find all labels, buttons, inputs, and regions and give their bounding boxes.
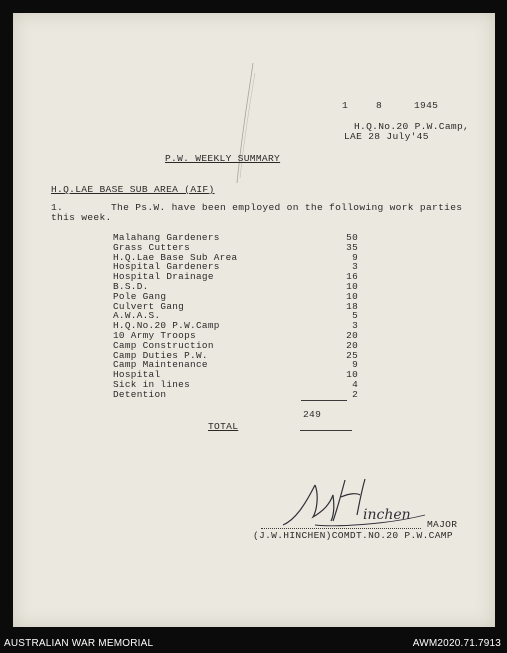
work-party-label: H.Q.No.20 P.W.Camp <box>113 320 220 332</box>
work-party-label: Hospital Gardeners <box>113 261 220 273</box>
total-label: TOTAL <box>208 421 239 432</box>
work-party-label: Hospital Drainage <box>113 271 214 283</box>
pencil-mark <box>223 63 263 183</box>
work-party-qty: 9 <box>352 359 358 371</box>
paragraph-line-2: this week. <box>51 212 112 223</box>
work-party-label: Camp Maintenance <box>113 359 208 371</box>
signature-dotted-line <box>261 528 421 529</box>
stamp-day: 1 <box>342 100 349 111</box>
work-party-qty: 18 <box>346 300 358 312</box>
paragraph-number: 1. <box>51 202 64 213</box>
work-party-label: A.W.A.S. <box>113 310 161 322</box>
origin-line-1: H.Q.No.20 P.W.Camp, <box>354 121 470 132</box>
work-party-qty: 35 <box>346 241 358 253</box>
work-party-qty: 10 <box>346 281 358 292</box>
work-party-label: Hospital <box>113 369 161 381</box>
total-rule <box>300 430 352 431</box>
signatory-name: (J.W.HINCHEN)COMDT.NO.20 P.W.CAMP <box>253 530 453 541</box>
paragraph-line-1: The Ps.W. have been employed on the following work parties <box>111 202 463 213</box>
work-party-qty: 5 <box>352 310 358 322</box>
origin-line-2: LAE 28 July'45 <box>344 131 429 142</box>
document-page <box>13 13 495 627</box>
work-party-label: H.Q.Lae Base Sub Area <box>113 251 238 263</box>
work-party-qty: 4 <box>352 379 358 390</box>
work-party-qty: 10 <box>346 290 358 302</box>
work-party-label: 10 Army Troops <box>113 330 196 341</box>
total-value: 249 <box>303 409 322 420</box>
work-party-label: Grass Cutters <box>113 241 191 253</box>
work-party-qty: 9 <box>352 251 358 263</box>
work-party-row <box>113 272 358 282</box>
work-party-label: Detention <box>113 388 167 400</box>
work-party-label: Camp Duties P.W. <box>113 349 208 361</box>
work-party-qty: 16 <box>346 271 358 283</box>
section-heading: H.Q.LAE BASE SUB AREA (AIF) <box>51 184 215 195</box>
work-party-qty: 3 <box>352 261 358 273</box>
work-party-qty: 20 <box>346 330 358 341</box>
page-title: P.W. WEEKLY SUMMARY <box>165 153 281 164</box>
work-party-qty: 3 <box>352 320 358 332</box>
signatory-rank: MAJOR <box>427 519 458 530</box>
handwritten-signature <box>275 475 435 533</box>
footer-accession: AWM2020.71.7913 <box>412 638 501 649</box>
work-party-label: Camp Construction <box>113 339 214 351</box>
work-party-qty: 25 <box>346 349 358 361</box>
work-party-label: Sick in lines <box>113 379 191 390</box>
work-party-label: B.S.D. <box>113 281 149 292</box>
subtotal-rule <box>301 400 347 401</box>
svg-text:inchen: inchen <box>363 507 411 523</box>
work-party-qty: 2 <box>352 388 358 400</box>
work-party-qty: 50 <box>346 232 358 243</box>
work-party-label: Culvert Gang <box>113 300 185 312</box>
work-party-qty: 20 <box>346 339 358 351</box>
stamp-month: 8 <box>376 100 383 111</box>
stamp-year: 1945 <box>414 100 439 111</box>
footer-source: AUSTRALIAN WAR MEMORIAL <box>4 638 154 649</box>
work-party-qty: 10 <box>346 369 358 381</box>
work-party-label: Pole Gang <box>113 290 167 302</box>
work-party-row <box>113 390 358 400</box>
work-party-label: Malahang Gardeners <box>113 232 220 243</box>
